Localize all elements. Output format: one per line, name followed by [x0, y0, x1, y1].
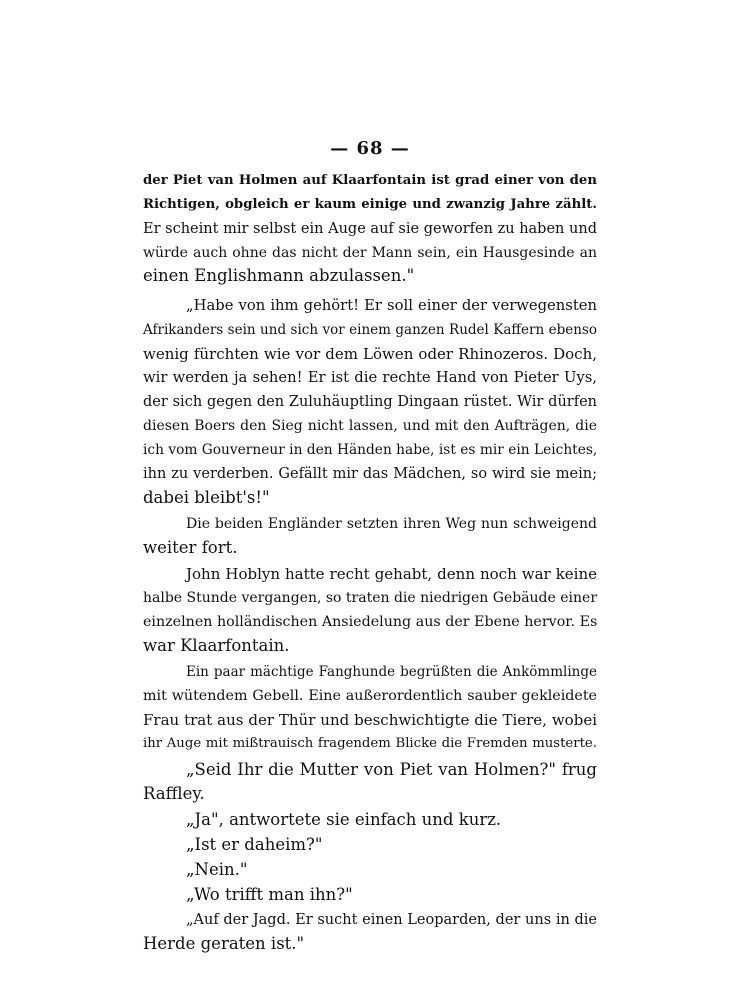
- text-line: Die beiden Engländer setzten ihren Weg nun schweigend: [186, 516, 597, 532]
- text-line: „Ja", antwortete sie einfach und kurz.: [186, 810, 502, 829]
- text-line: „Wo trifft man ihn?": [186, 885, 353, 904]
- text-line: war Klaarfontain.: [143, 636, 290, 655]
- text-line: der Piet van Holmen auf Klaarfontain ist grad einer von den: [143, 173, 597, 188]
- text-line: Er scheint mir selbst ein Auge auf sie geworfen zu haben und: [143, 221, 597, 237]
- text-line: „Auf der Jagd. Er sucht einen Leoparden, der uns in die: [186, 912, 597, 928]
- text-line: „Seid Ihr die Mutter von Piet van Holmen?" frug: [186, 760, 597, 779]
- text-line: John Hoblyn hatte recht gehabt, denn noch war keine: [186, 565, 597, 583]
- text-line: mit wütendem Gebell. Eine außerordentlich sauber gekleidete: [143, 688, 597, 704]
- text-line: dabei bleibt's!": [143, 488, 270, 507]
- page-number: — 68 —: [330, 138, 410, 159]
- text-line: „Habe von ihm gehört! Er soll einer der verwegensten: [186, 297, 597, 314]
- text-line: halbe Stunde vergangen, so traten die niedrigen Gebäude einer: [143, 590, 598, 606]
- text-line: diesen Boers den Sieg nicht lassen, und mit den Aufträgen, die: [143, 418, 597, 434]
- text-line: „Nein.": [186, 860, 248, 879]
- text-line: Afrikanders sein und sich vor einem ganzen Rudel Kaffern ebenso: [143, 322, 597, 338]
- text-line: Herde geraten ist.": [143, 934, 305, 953]
- text-line: Ein paar mächtige Fanghunde begrüßten die Ankömmlinge: [186, 664, 597, 680]
- text-line: der sich gegen den Zuluhäuptling Dingaan rüstet. Wir dürfen: [143, 394, 597, 410]
- text-line: Frau trat aus der Thür und beschwichtigte die Tiere, wobei: [143, 711, 597, 729]
- text-line: einen Englishmann abzulassen.": [143, 266, 415, 285]
- text-line: ich vom Gouverneur in den Händen habe, ist es mir ein Leichtes,: [143, 442, 598, 458]
- text-line: würde auch ohne das nicht der Mann sein, ein Hausgesinde an: [143, 245, 597, 261]
- text-line: „Ist er daheim?": [186, 835, 323, 854]
- text-line: wir werden ja sehen! Er ist die rechte Hand von Pieter Uys,: [143, 369, 597, 386]
- text-line: Richtigen, obgleich er kaum einige und zwanzig Jahre zählt.: [143, 197, 597, 212]
- text-line: ihn zu verderben. Gefällt mir das Mädchen, so wird sie mein;: [143, 466, 597, 482]
- text-line: Raffley.: [143, 784, 205, 803]
- text-line: ihr Auge mit mißtrauisch fragendem Blicke die Fremden musterte.: [143, 736, 597, 751]
- text-line: wenig fürchten wie vor dem Löwen oder Rhinozeros. Doch,: [143, 345, 597, 363]
- text-line: weiter fort.: [143, 538, 238, 557]
- text-line: einzelnen holländischen Ansiedelung aus der Ebene hervor. Es: [143, 614, 598, 630]
